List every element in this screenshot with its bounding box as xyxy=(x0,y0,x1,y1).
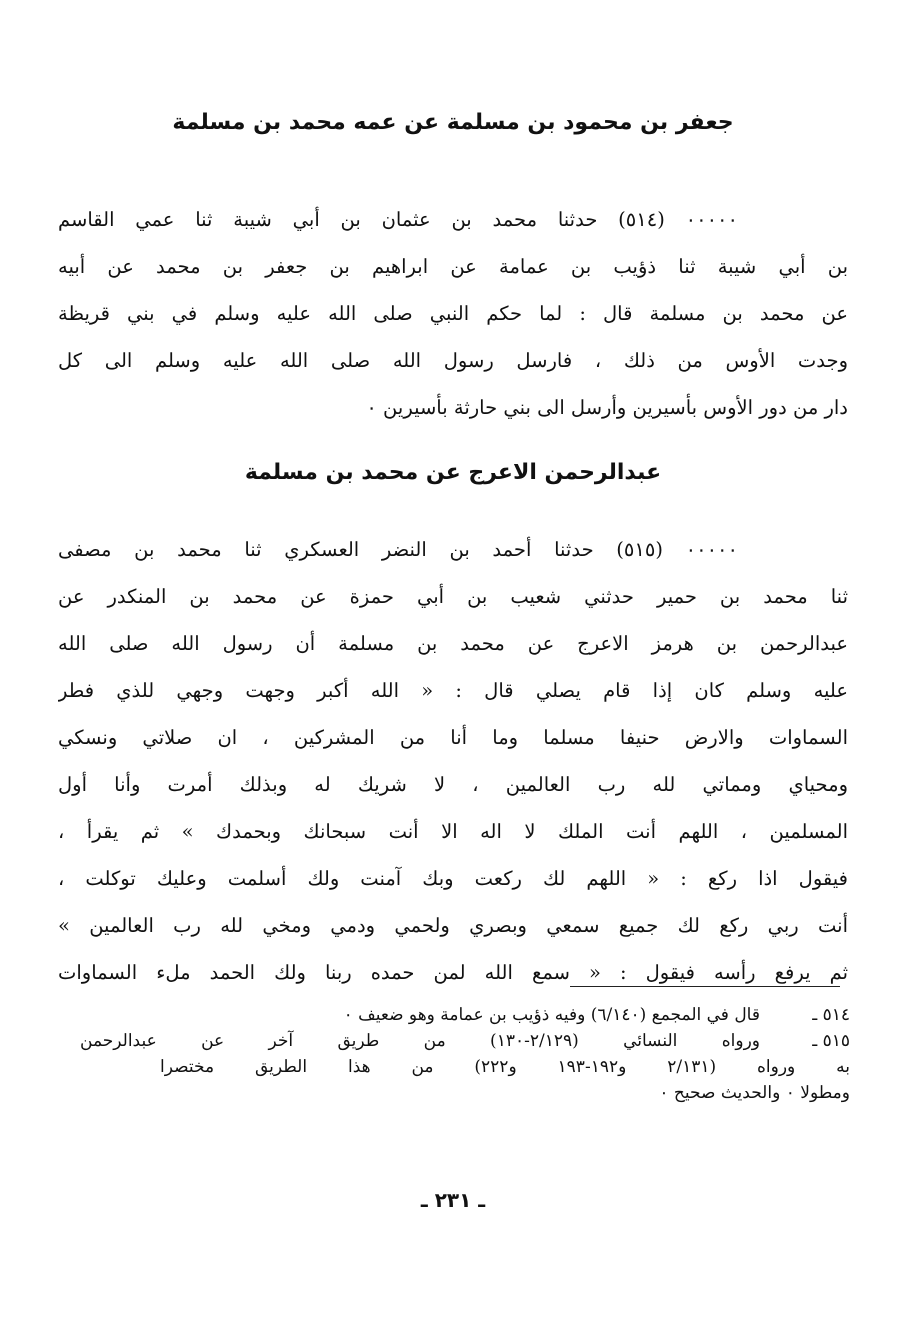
text-line: دار من دور الأوس بأسيرين وأرسل الى بني حارثة بأسيرين ٠ xyxy=(366,396,848,419)
hadith-515-text xyxy=(58,526,848,996)
text-line: وجدت الأوس من ذلك ، فارسل رسول الله صلى الله عليه وسلم الى كل xyxy=(58,349,848,372)
text-line: السماوات والارض حنيفا مسلما وما أنا من المشركين ، ان صلاتي ونسكي xyxy=(58,726,848,749)
footnote-number: ٥١٥ ـ xyxy=(812,1031,850,1051)
footnote-515 xyxy=(70,1028,850,1054)
footnotes xyxy=(70,1002,850,1106)
footnote-514 xyxy=(70,1002,850,1028)
page-number: ـ ٢٣١ ـ xyxy=(420,1188,486,1212)
footnote-text: قال في المجمع (٦/١٤٠) وفيه ذؤيب بن عمامة وهو ضعيف ٠ xyxy=(343,1005,760,1025)
footnote-text: ورواه النسائي (٢/١٢٩-١٣٠) من طريق آخر عن عبدالرحمن xyxy=(80,1031,760,1051)
text-line: ٠٠٠٠٠ (٥١٤) حدثنا محمد بن عثمان بن أبي شيبة ثنا عمي القاسم xyxy=(58,208,738,231)
text-line: بن أبي شيبة ثنا ذؤيب بن عمامة عن ابراهيم بن جعفر بن محمد عن أبيه xyxy=(58,255,848,278)
text-line: عن محمد بن مسلمة قال : لما حكم النبي صلى الله عليه وسلم في بني قريظة xyxy=(58,302,848,325)
text-line: المسلمين ، اللهم أنت الملك لا اله الا أنت سبحانك وبحمدك » ثم يقرأ ، xyxy=(58,820,848,843)
text-line: أنت ربي ركع لك جميع سمعي وبصري ولحمي ودمي ومخي لله رب العالمين » xyxy=(58,914,848,937)
text-line: ثنا محمد بن حمير حدثني شعيب بن أبي حمزة عن محمد بن المنكدر عن xyxy=(58,585,848,608)
footnote-515-continued xyxy=(70,1080,850,1106)
footnote-text: به ورواه (٢/١٣١ و١٩٢-١٩٣ و٢٢٢) من هذا الطريق مختصرا xyxy=(160,1057,850,1077)
section-title-jafar: جعفر بن محمود بن مسلمة عن عمه محمد بن مسلمة xyxy=(172,110,734,135)
text-line: فيقول اذا ركع : « اللهم لك ركعت وبك آمنت ولك أسلمت وعليك توكلت ، xyxy=(58,867,848,890)
footnote-515-continued xyxy=(70,1054,850,1080)
footnote-number: ٥١٤ ـ xyxy=(812,1005,850,1025)
section-title-abdulrahman: عبدالرحمن الاعرج عن محمد بن مسلمة xyxy=(244,460,662,485)
text-line: ثم يرفع رأسه فيقول : « سمع الله لمن حمده ربنا ولك الحمد ملء السماوات xyxy=(58,961,848,984)
text-line: عبدالرحمن بن هرمز الاعرج عن محمد بن مسلمة أن رسول الله صلى الله xyxy=(58,632,848,655)
text-line: ٠٠٠٠٠ (٥١٥) حدثنا أحمد بن النضر العسكري ثنا محمد بن مصفى xyxy=(58,538,739,561)
text-line: ومحياي ومماتي لله رب العالمين ، لا شريك له وبذلك أمرت وأنا أول xyxy=(58,773,848,796)
text-line: عليه وسلم كان إذا قام يصلي قال : « الله أكبر وجهت وجهي للذي فطر xyxy=(58,679,848,702)
footnote-divider xyxy=(570,986,840,987)
hadith-514-text xyxy=(58,196,848,431)
footnote-text: ومطولا ٠ والحديث صحيح ٠ xyxy=(659,1083,850,1103)
